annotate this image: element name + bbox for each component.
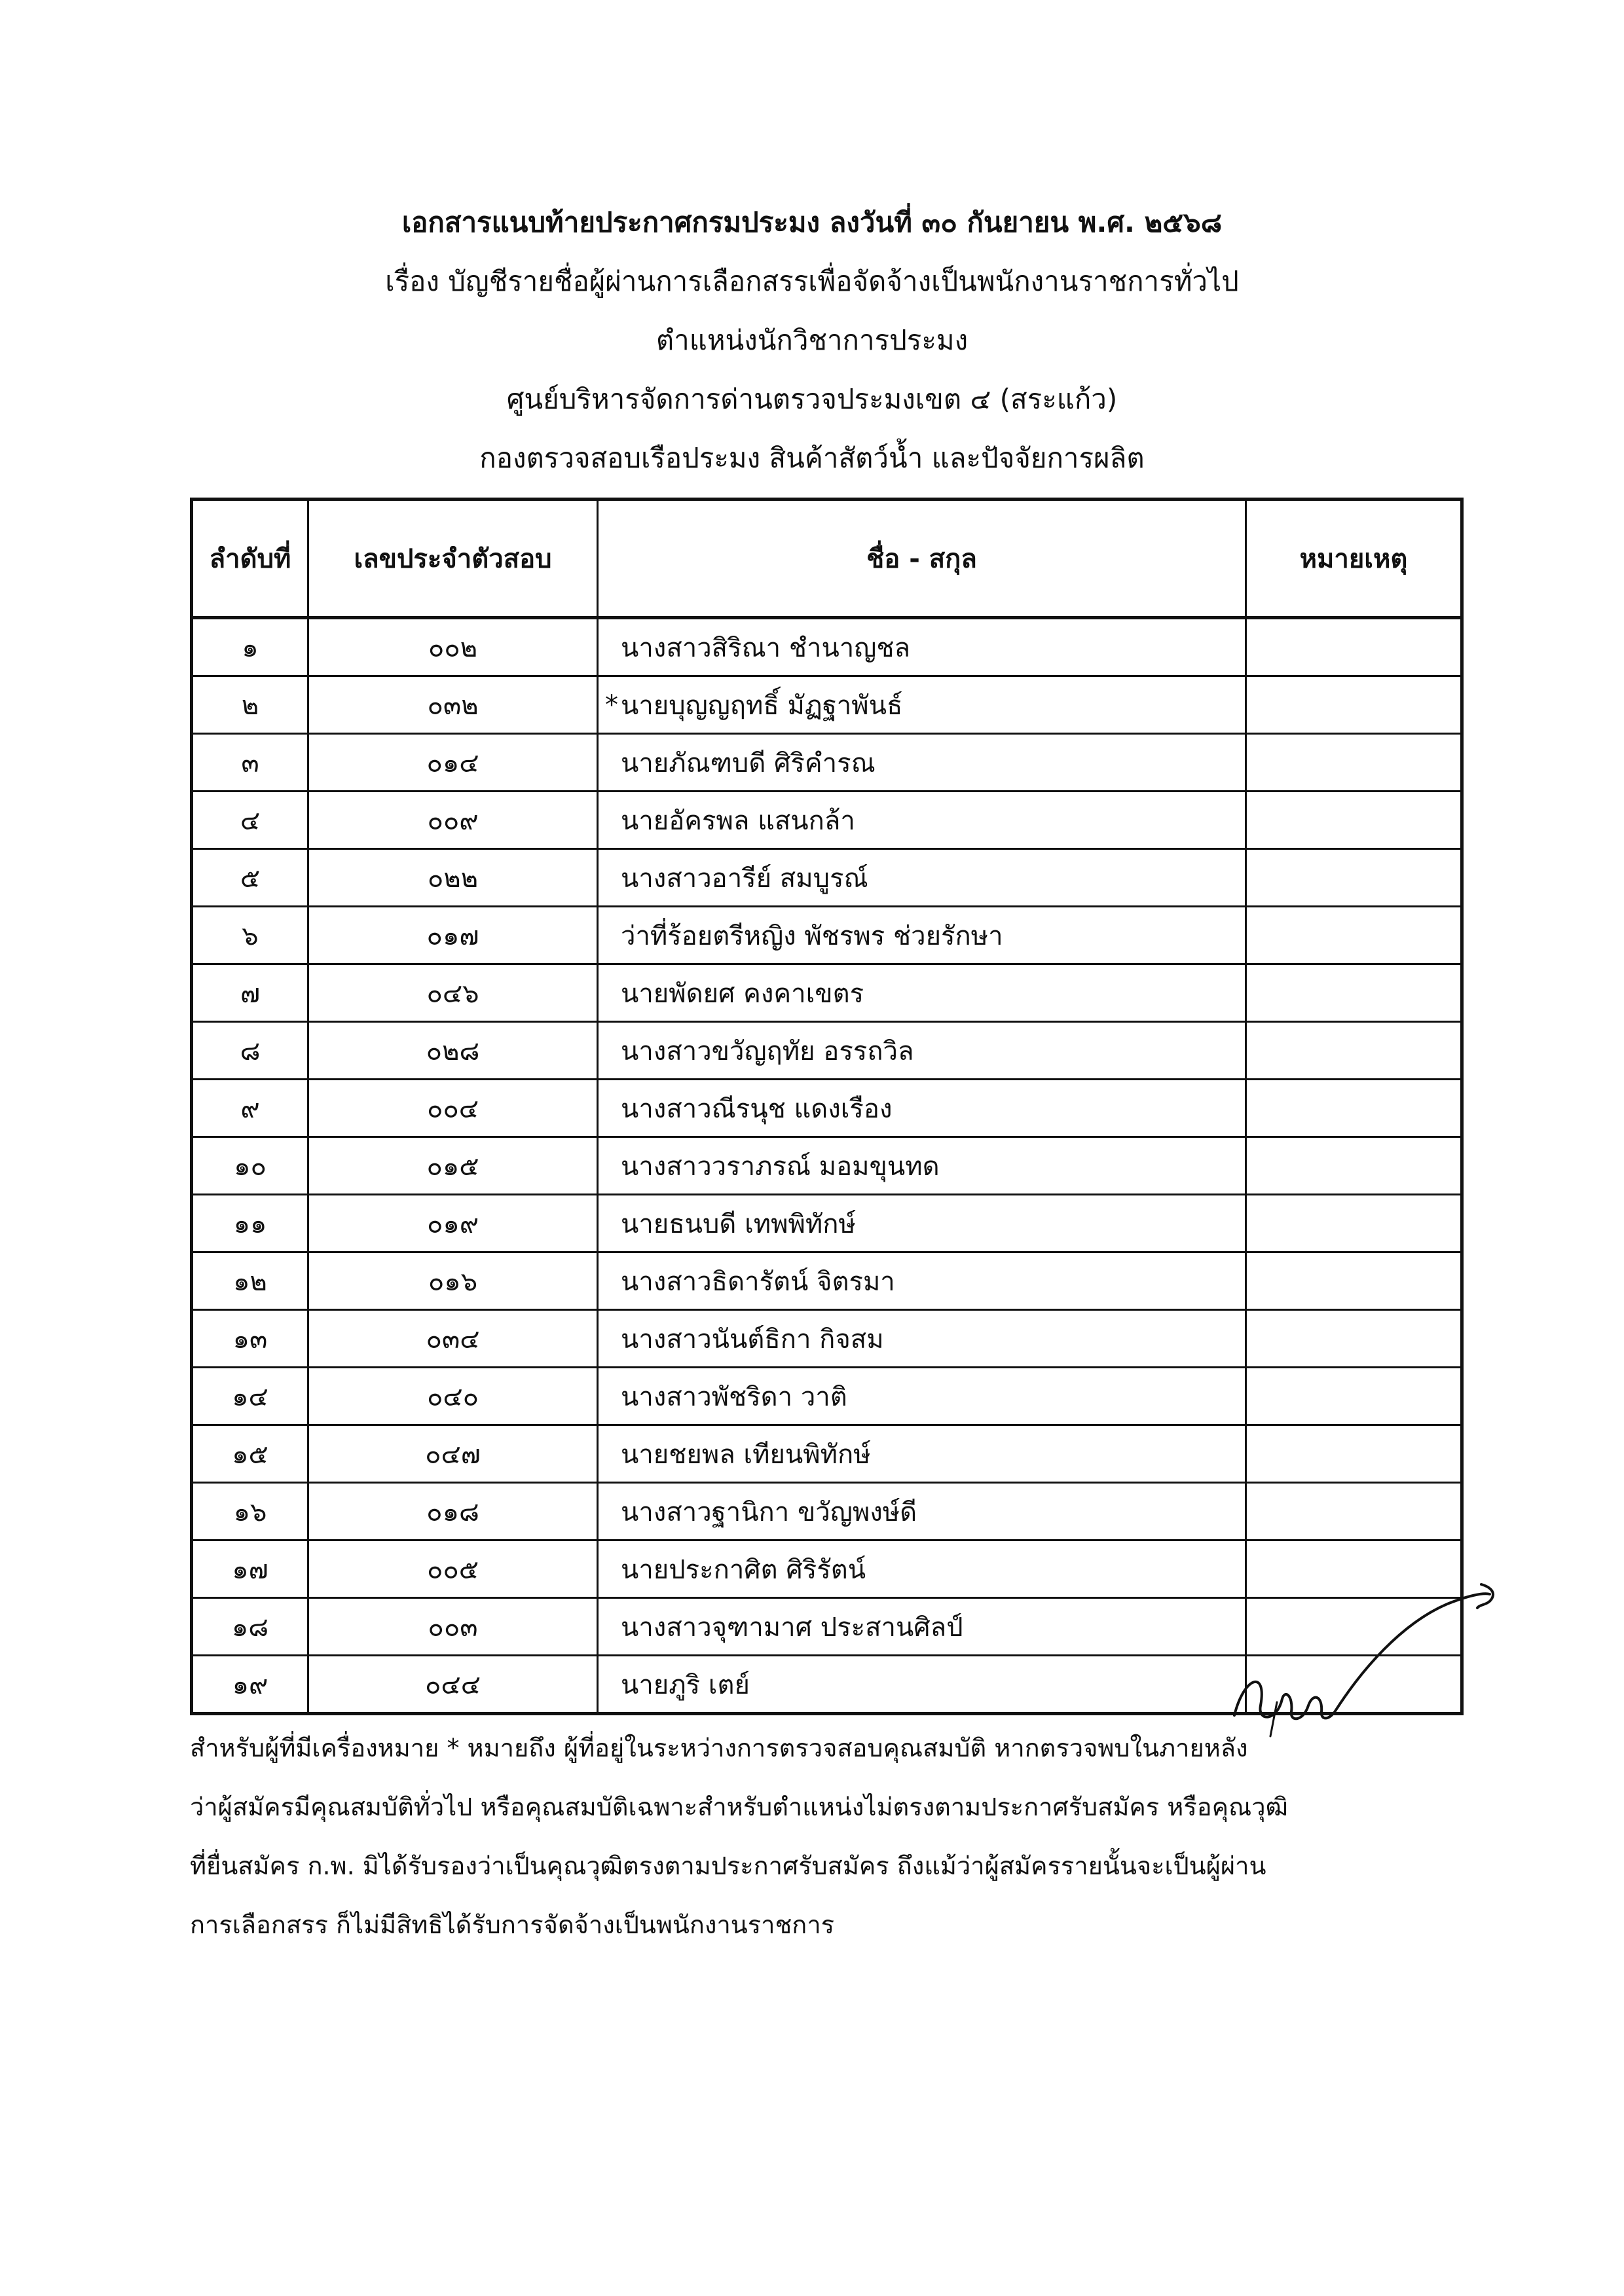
row-full-name: นายภูริ เตย์ [621,1669,750,1700]
table-row [192,1252,1462,1310]
column-header-note: หมายเหตุ [1246,500,1462,618]
row-number: ๙ [192,1080,308,1137]
table-row [192,792,1462,849]
row-exam-id: ๐๑๖ [308,1252,598,1310]
row-number: ๑๗ [192,1540,308,1598]
row-exam-id: ๐๐๙ [308,792,598,849]
row-name-cell [598,734,1246,792]
table-row [192,618,1462,676]
row-full-name: นางสาวขวัญฤทัย อรรถวิล [621,1036,914,1066]
column-header-no: ลำดับที่ [192,500,308,618]
row-name-cell [598,618,1246,676]
row-exam-id: ๐๑๔ [308,734,598,792]
table-body [192,618,1462,1714]
header-title: เอกสารแนบท้ายประกาศกรมประมง ลงวันที่ ๓๐ กันยายน พ.ศ. ๒๕๖๘ [401,206,1223,238]
row-number: ๑๑ [192,1195,308,1252]
row-exam-id: ๐๔๖ [308,964,598,1022]
row-name-cell [598,1425,1246,1483]
row-exam-id: ๐๑๙ [308,1195,598,1252]
row-note [1246,849,1462,907]
row-exam-id: ๐๐๒ [308,618,598,676]
row-number: ๑๕ [192,1425,308,1483]
row-note [1246,618,1462,676]
row-note [1246,1080,1462,1137]
row-number: ๑๓ [192,1310,308,1368]
row-full-name: นางสาวนันต์ธิกา กิจสม [621,1324,884,1355]
row-exam-id: ๐๓๒ [308,676,598,734]
row-note [1246,1137,1462,1195]
asterisk-mark: * [605,689,618,720]
row-exam-id: ๐๔๔ [308,1656,598,1714]
row-full-name: นายบุญญฤทธิ์ มัฏฐาพันธ์ [621,690,903,721]
row-note [1246,734,1462,792]
row-full-name: ว่าที่ร้อยตรีหญิง พัชรพร ช่วยรักษา [621,920,1003,951]
row-number: ๗ [192,964,308,1022]
row-full-name: นายธนบดี เทพพิทักษ์ [621,1209,856,1239]
table-row [192,1425,1462,1483]
row-number: ๑ [192,618,308,676]
row-exam-id: ๐๔๗ [308,1425,598,1483]
table-row [192,1195,1462,1252]
table-header-row [192,500,1462,618]
row-name-cell [598,1310,1246,1368]
footnote [190,1734,1460,1969]
table-row [192,964,1462,1022]
row-name-cell [598,792,1246,849]
row-name-cell [598,1483,1246,1540]
row-number: ๑๔ [192,1368,308,1425]
row-full-name: นางสาวอารีย์ สมบูรณ์ [621,863,868,894]
row-number: ๑๖ [192,1483,308,1540]
row-number: ๕ [192,849,308,907]
row-full-name: นางสาวฐานิกา ขวัญพงษ์ดี [621,1497,917,1527]
footnote-line-4: การเลือกสรร ก็ไม่มีสิทธิได้รับการจัดจ้างเป็นพนักงานราชการ [190,1910,835,1939]
row-note [1246,1195,1462,1252]
row-number: ๘ [192,1022,308,1080]
signature-image [1231,1565,1506,1741]
table-row [192,1368,1462,1425]
row-name-cell [598,907,1246,964]
row-exam-id: ๐๔๐ [308,1368,598,1425]
results-table [190,498,1464,1715]
row-number: ๑๘ [192,1598,308,1656]
footnote-line-3: ที่ยื่นสมัคร ก.พ. มิได้รับรองว่าเป็นคุณวุฒิตรงตามประกาศรับสมัคร ถึงแม้ว่าผู้สมัครรายนั้นจะเป็นผู้ผ่าน [190,1851,1266,1880]
table-row [192,1137,1462,1195]
row-full-name: นางสาวณีรนุช แดงเรือง [621,1093,893,1124]
column-header-name: ชื่อ - สกุล [598,500,1246,618]
row-note [1246,676,1462,734]
row-note [1246,1022,1462,1080]
row-note [1246,1368,1462,1425]
row-name-cell [598,1137,1246,1195]
row-name-cell [598,1656,1246,1714]
row-full-name: นายอัครพล แสนกล้า [621,805,855,836]
header-division: กองตรวจสอบเรือประมง สินค้าสัตว์น้ำ และปัจจัยการผลิต [479,442,1145,474]
row-name-cell [598,1080,1246,1137]
row-name-cell [598,1022,1246,1080]
row-note [1246,964,1462,1022]
table-row [192,1022,1462,1080]
row-name-cell [598,849,1246,907]
row-number: ๑๐ [192,1137,308,1195]
row-name-cell [598,1540,1246,1598]
row-note [1246,1310,1462,1368]
row-exam-id: ๐๐๓ [308,1598,598,1656]
row-exam-id: ๐๑๘ [308,1483,598,1540]
document-header [0,208,1624,503]
row-full-name: นางสาวธิดารัตน์ จิตรมา [621,1266,895,1297]
row-number: ๒ [192,676,308,734]
row-name-cell [598,1598,1246,1656]
row-full-name: นางสาวสิริณา ชำนาญชล [621,632,911,663]
row-name-cell [598,1195,1246,1252]
header-center: ศูนย์บริหารจัดการด่านตรวจประมงเขต ๔ (สระแก้ว) [506,383,1118,415]
row-full-name: นางสาวจุฑามาศ ประสานศิลป์ [621,1612,963,1643]
row-full-name: นางสาววราภรณ์ มอมขุนทด [621,1151,940,1182]
row-number: ๖ [192,907,308,964]
row-name-cell [598,1252,1246,1310]
header-subject: เรื่อง บัญชีรายชื่อผู้ผ่านการเลือกสรรเพื่อจัดจ้างเป็นพนักงานราชการทั่วไป [385,265,1239,297]
header-position: ตำแหน่งนักวิชาการประมง [655,324,969,356]
table-row [192,1080,1462,1137]
row-exam-id: ๐๐๕ [308,1540,598,1598]
row-note [1246,1252,1462,1310]
table-row [192,1310,1462,1368]
row-note [1246,1425,1462,1483]
row-exam-id: ๐๑๕ [308,1137,598,1195]
footnote-line-1: สำหรับผู้ที่มีเครื่องหมาย * หมายถึง ผู้ที่อยู่ในระหว่างการตรวจสอบคุณสมบัติ หากตรวจพบในภายหลัง [190,1734,1248,1762]
column-header-exam-id: เลขประจำตัวสอบ [308,500,598,618]
row-full-name: นางสาวพัชริดา วาติ [621,1381,847,1412]
footnote-line-2: ว่าผู้สมัครมีคุณสมบัติทั่วไป หรือคุณสมบัติเฉพาะสำหรับตำแหน่งไม่ตรงตามประกาศรับสมัคร หรือคุณวุฒิ [190,1793,1288,1821]
table-row [192,849,1462,907]
row-full-name: นายชยพล เทียนพิทักษ์ [621,1439,871,1470]
row-name-cell [598,676,1246,734]
row-exam-id: ๐๒๒ [308,849,598,907]
table-row [192,734,1462,792]
row-number: ๓ [192,734,308,792]
row-full-name: นายประกาศิต ศิริรัตน์ [621,1554,866,1585]
row-full-name: นายพัดยศ คงคาเขตร [621,978,864,1009]
row-exam-id: ๐๓๔ [308,1310,598,1368]
row-note [1246,907,1462,964]
row-note [1246,1483,1462,1540]
row-name-cell [598,964,1246,1022]
table-row [192,907,1462,964]
row-full-name: นายภัณฑบดี ศิริคำรณ [621,748,876,778]
row-exam-id: ๐๒๘ [308,1022,598,1080]
table-row [192,676,1462,734]
row-exam-id: ๐๑๗ [308,907,598,964]
row-number: ๑๙ [192,1656,308,1714]
row-exam-id: ๐๐๔ [308,1080,598,1137]
row-number: ๔ [192,792,308,849]
row-name-cell [598,1368,1246,1425]
table-row [192,1483,1462,1540]
row-note [1246,792,1462,849]
row-number: ๑๒ [192,1252,308,1310]
